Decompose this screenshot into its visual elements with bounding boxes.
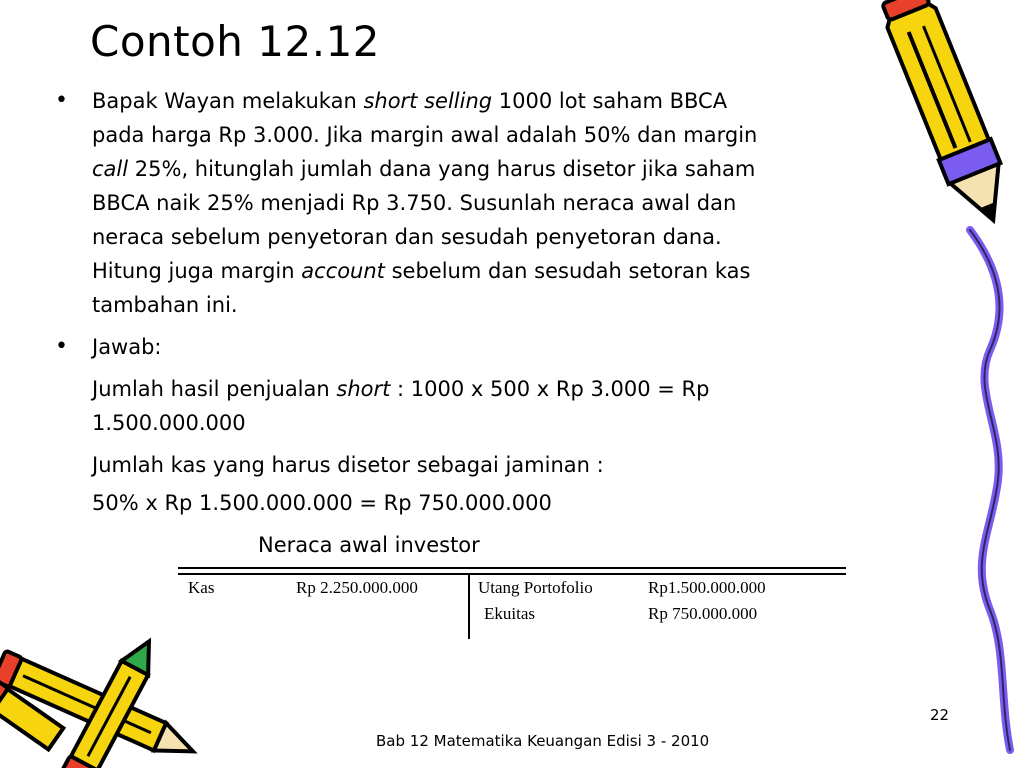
question-line-2: pada harga Rp 3.000. Jika margin awal adalah 50% dan margin [92,123,758,147]
answer-label: Jawab: [92,335,162,359]
squiggle-decoration-icon [960,230,1024,750]
liability-label: Utang Portofolio [478,578,593,597]
bullet-marker: • [55,334,68,359]
table-divider [468,573,470,639]
question-line-3: call 25%, hitunglah jumlah dana yang harus disetor jika saham [92,157,756,181]
page-number: 22 [930,706,950,724]
equity-value: Rp 750.000.000 [648,604,758,623]
crossed-pencils-icon [0,618,210,768]
table-top-rule [178,567,846,569]
question-line-5: neraca sebelum penyetoran dan sesudah penyetoran dana. [92,225,722,249]
pencil-icon [860,0,1010,245]
slide-title: Contoh 12.12 [90,17,381,66]
footer-text: Bab 12 Matematika Keuangan Edisi 3 - 2010 [376,732,710,750]
answer-line-2: 1.500.000.000 [92,411,246,435]
answer-line-1: Jumlah hasil penjualan short : 1000 x 500 x Rp 3.000 = Rp [92,377,710,401]
liability-value: Rp1.500.000.000 [648,578,766,597]
table-top-rule-inner [178,573,846,575]
question-line-6: Hitung juga margin account sebelum dan sesudah setoran kas [92,259,751,283]
answer-line-3: Jumlah kas yang harus disetor sebagai jaminan : [92,453,604,477]
question-line-1: Bapak Wayan melakukan short selling 1000 lot saham BBCA [92,89,728,113]
question-line-4: BBCA naik 25% menjadi Rp 3.750. Susunlah neraca awal dan [92,191,737,215]
balance-sheet-title: Neraca awal investor [258,533,480,557]
bullet-marker: • [55,88,68,113]
asset-label: Kas [188,578,215,597]
answer-line-4: 50% x Rp 1.500.000.000 = Rp 750.000.000 [92,491,552,515]
asset-value: Rp 2.250.000.000 [296,578,418,597]
equity-label: Ekuitas [484,604,535,623]
question-line-7: tambahan ini. [92,293,238,317]
